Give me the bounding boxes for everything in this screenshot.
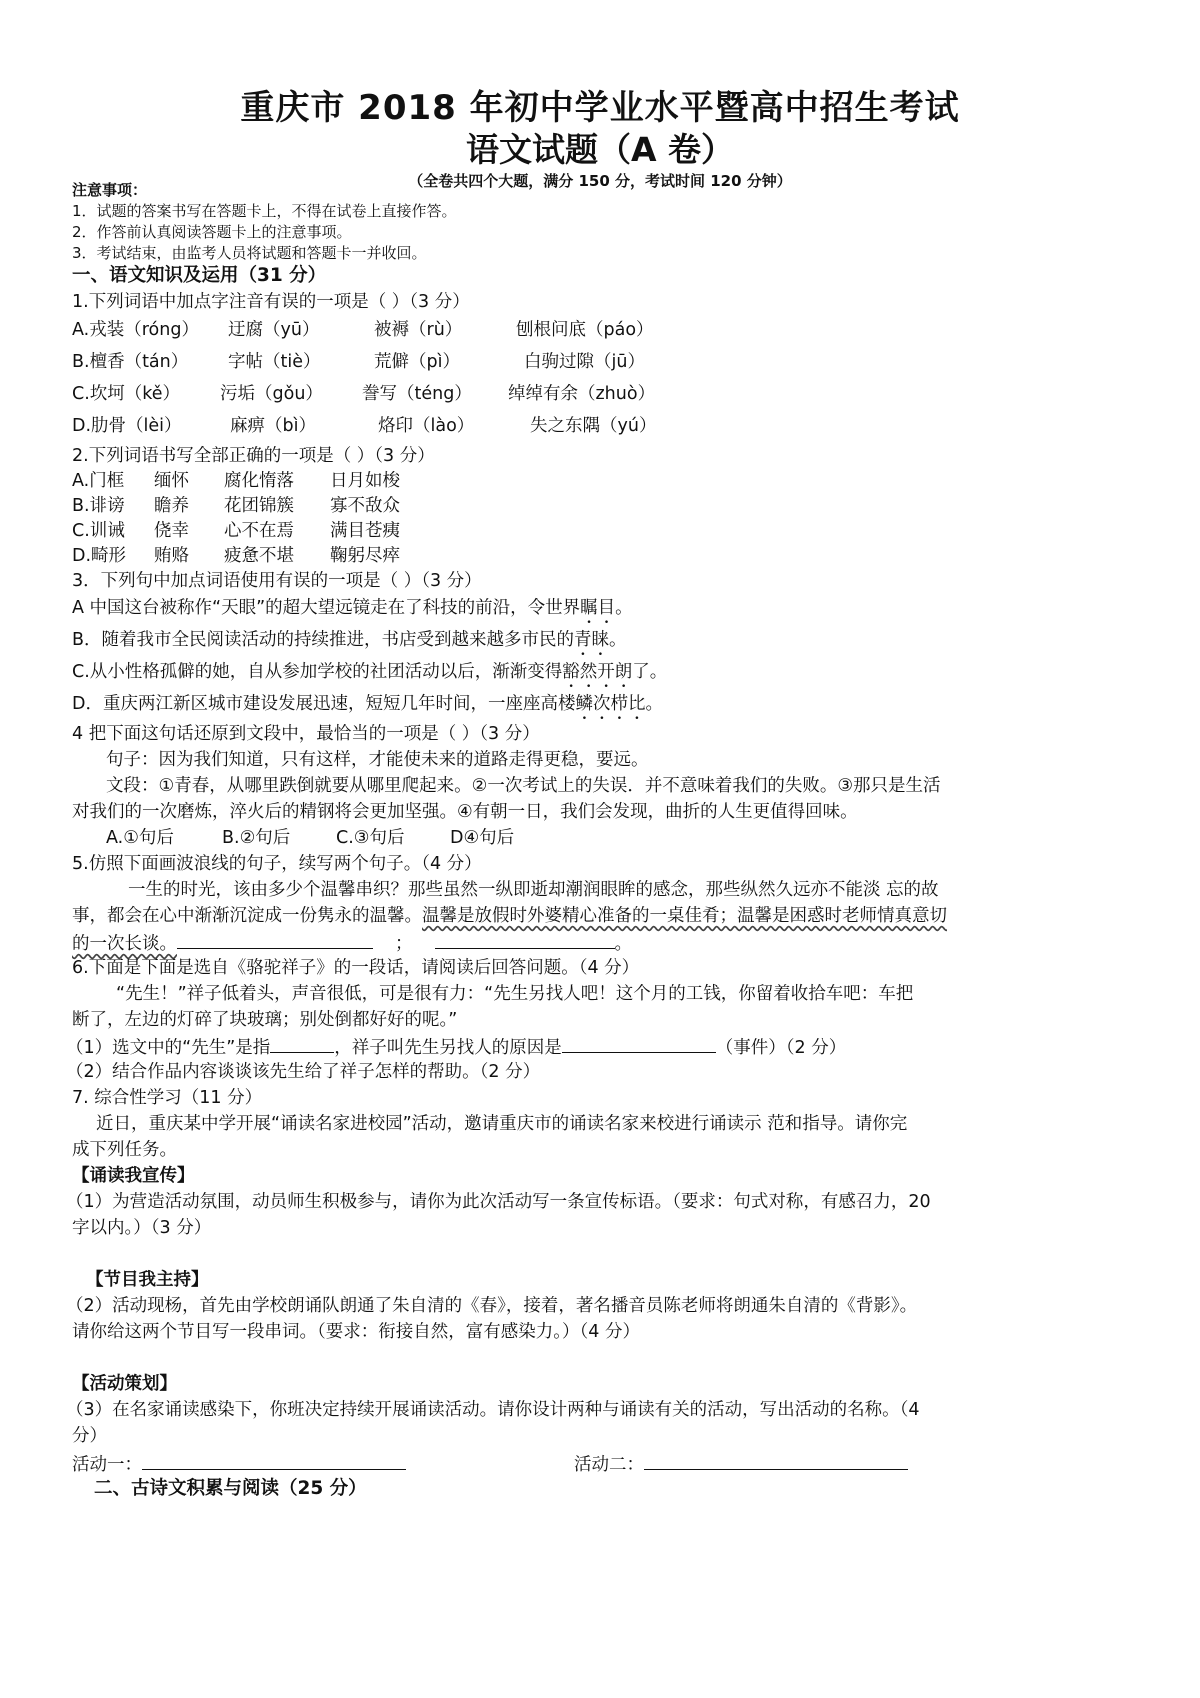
option-sentence [72,628,627,660]
option-item: 贿赂 [154,546,189,566]
q7-intro: 近日，重庆某中学开展“诵读名家进校园”活动，邀请重庆市的诵读名家来校进行诵读示 范和指导。请你完 [96,1114,908,1134]
activity-line [574,1451,908,1477]
option-item: 刨根问底（páo） [516,320,654,340]
exam-subtitle: 语文试题（A 卷） [465,130,735,169]
section-heading: 一、语文知识及运用（31 分） [72,265,327,286]
activity-label: 活动二： [574,1455,644,1475]
option-text: 。 [609,630,627,650]
question-stem: 5.仿照下面画波浪线的句子，续写两个句子。（4 分） [72,854,482,874]
task-heading: 【诵读我宣传】 [72,1166,195,1186]
option-item: 誊写（téng） [362,384,472,404]
q5-plain: ； [395,934,413,954]
option-text: C.从小性格孤僻的她，自从参加学校的社团活动以后，渐渐变得 [72,662,563,682]
option-item: 迂腐（yū） [228,320,320,340]
question-stem: 6.下面是下面是选自《骆驼祥子》的一段话，请阅读后回答问题。（4 分） [72,958,640,978]
activity-line [72,1451,406,1477]
dotted-word: 豁然开朗 [562,662,633,682]
option-item: 白驹过隙（jū） [524,352,645,372]
answer-blank[interactable] [644,1451,908,1470]
answer-blank[interactable] [142,1451,406,1470]
q6-sub: （2）结合作品内容谈谈该先生给了祥子怎样的帮助。（2 分） [66,1062,541,1082]
option-item: 疲惫不堪 [224,546,294,566]
option-item: 腐化惰落 [224,471,294,491]
option-item: 心不在焉 [224,521,294,541]
task-text: （1）为营造活动氛围，动员师生积极参与，请你为此次活动写一条宣传标语。（要求：句式对称，有感召力，20 [66,1192,931,1212]
q6-quote: 断了，左边的灯碎了块玻璃；别处倒都好好的呢。” [72,1010,458,1030]
option-item: 失之东隅（yú） [530,416,657,436]
option-item: 满目苍痍 [330,521,400,541]
wavy-underline-text: 的一次长谈。 [72,934,177,954]
q6-quote: “先生！”祥子低着头，声音很低，可是很有力：“先生另找人吧！这个月的工钱，你留着收拾车吧：车把 [116,984,914,1004]
q7-intro: 成下列任务。 [72,1140,177,1160]
notice-item: 1．试题的答案书写在答题卡上，不得在试卷上直接作答。 [72,202,457,220]
option-item: 寡不敌众 [330,496,400,516]
option-item: 荒僻（pì） [374,352,460,372]
option-item: B.檀香（tán） [72,352,189,372]
option-item: 花团锦簇 [224,496,294,516]
q6-sub-text: （1）选文中的“先生”是指 [66,1038,271,1058]
dotted-word: 鳞次栉比 [575,694,646,714]
question-stem: 2.下列词语书写全部正确的一项是（ ）（3 分） [72,446,435,466]
q4-paragraph: 对我们的一次磨炼，淬火后的精钢将会更加坚强。④有朝一日，我们会发现，曲折的人生更值得回味。 [72,802,858,822]
option-text: B．随着我市全民阅读活动的持续推进，书店受到越来越多市民的 [72,630,575,650]
notice-item: 3．考试结束，由监考人员将试题和答题卡一并收回。 [72,244,427,262]
notice-item: 2．作答前认真阅读答题卡上的注意事项。 [72,223,352,241]
q5-plain: 事，都会在心中渐渐沉淀成一份隽永的温馨。 [72,906,422,926]
option-item: 鞠躬尽瘁 [330,546,400,566]
question-stem: 3．下列句中加点词语使用有误的一项是（ ）（3 分） [72,571,482,591]
option-item: D④句后 [450,828,515,848]
option-item: 侥幸 [154,521,189,541]
option-sentence [72,596,633,628]
option-text: 。 [645,694,663,714]
option-item: A.戎装（róng） [72,320,199,340]
q6-sub-text: （事件）（2 分） [715,1038,847,1058]
option-sentence [72,660,667,692]
task-text: 分） [72,1426,107,1446]
task-text: 字以内。）（3 分） [72,1218,212,1238]
option-text: 了。 [632,662,668,682]
task-text: （2）活动现杨，首先由学校朗诵队朗通了朱自清的《春》，接着，著名播音员陈老师将朗通朱自清的《背影》。 [66,1296,918,1316]
q6-sub-text: ，祥子叫先生另找人的原因是 [334,1038,562,1058]
option-text: D．重庆两江新区城市建设发展迅速，短短几年时间，一座座高楼 [72,694,576,714]
task-heading: 【活动策划】 [72,1374,177,1394]
option-item: C.训诫 [72,521,125,541]
q6-sub [66,1034,846,1060]
q5-text: 一生的时光，该由多少个温馨串织？那些虽然一纵即逝却潮润眼眸的感念，那些纵然久远亦不能淡 忘的故 [128,880,939,900]
option-item: 烙印（lào） [378,416,475,436]
q4-paragraph: 文段：①青春，从哪里跌倒就要从哪里爬起来。②一次考试上的失误．并不意味着我们的失败。③那只是生活 [106,776,941,796]
answer-blank[interactable] [562,1034,716,1053]
option-item: 字帖（tiè） [228,352,321,372]
option-item: 麻痹（bì） [230,416,316,436]
wavy-underline-text: 温馨是放假时外婆精心准备的一桌佳肴；温馨是困惑时老师情真意切 [422,906,947,926]
question-stem: 1.下列词语中加点字注音有误的一项是（ ）（3 分） [72,292,470,312]
option-item: 被褥（rù） [374,320,463,340]
dotted-word: 瞩目 [580,598,616,618]
option-item: A.①句后 [106,828,174,848]
option-item: 日月如梭 [330,471,400,491]
option-item: 绰绰有余（zhuò） [508,384,656,404]
q5-plain: 。 [614,934,632,954]
task-text: （3）在名家诵读感染下，你班决定持续开展诵读活动。请你设计两种与诵读有关的活动，写出活动的名称。（4 [66,1400,920,1420]
option-text: 。 [615,598,633,618]
option-item: C.③句后 [336,828,405,848]
option-item: B.②句后 [222,828,291,848]
notice-heading: 注意事项： [72,181,148,199]
dotted-word: 青睐 [574,630,610,650]
option-item: C.坎坷（kě） [72,384,181,404]
exam-note: （全卷共四个大题，满分 150 分，考试时间 120 分钟） [408,172,792,190]
q5-text [72,930,632,956]
question-stem: 7. 综合性学习（11 分） [72,1088,263,1108]
answer-blank[interactable] [270,1034,334,1053]
exam-title: 重庆市 2018 年初中学业水平暨高中招生考试 [240,88,960,128]
answer-blank[interactable] [177,930,373,949]
answer-blank[interactable] [435,930,615,949]
q5-text [72,904,947,928]
option-item: A.门框 [72,471,125,491]
q4-sentence: 句子：因为我们知道，只有这样，才能使未来的道路走得更稳，要远。 [106,750,649,770]
section-heading: 二、古诗文积累与阅读（25 分） [94,1478,367,1499]
option-item: D.畸形 [72,546,127,566]
activity-label: 活动一： [72,1455,142,1475]
question-stem: 4 把下面这句话还原到文段中，最恰当的一项是（ ）（3 分） [72,724,540,744]
option-sentence [72,692,663,724]
option-item: 缅怀 [154,471,189,491]
option-item: 污垢（gǒu） [220,384,323,404]
option-item: B.诽谤 [72,496,125,516]
task-heading: 【节目我主持】 [86,1270,209,1290]
option-item: D.肋骨（lèi） [72,416,182,436]
option-item: 瞻养 [154,496,189,516]
task-text: 请你给这两个节目写一段串词。（要求：衔接自然，富有感染力。）（4 分） [72,1322,640,1342]
option-text: A 中国这台被称作“天眼”的超大望远镜走在了科技的前沿，令世界 [72,598,581,618]
